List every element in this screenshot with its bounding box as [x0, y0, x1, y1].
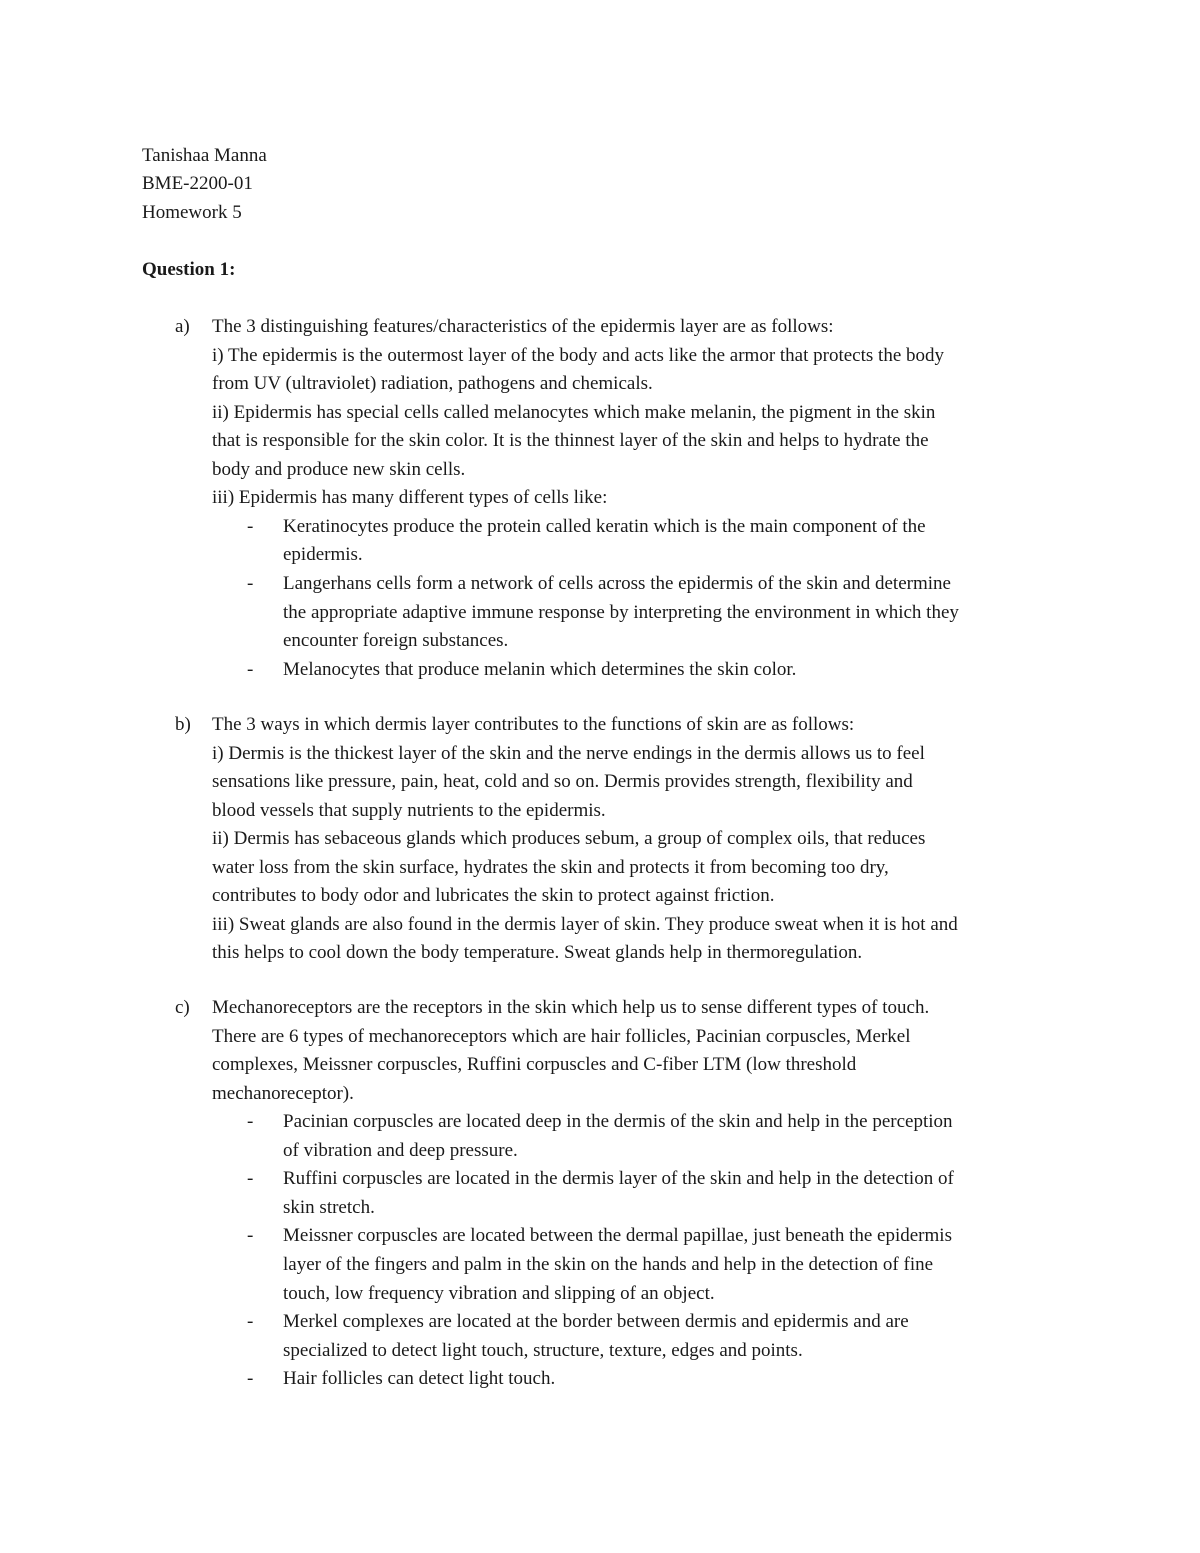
bullet-item-line: skin stretch. [283, 1196, 375, 1218]
bullet-item-line: Meissner corpuscles are located between the dermal papillae, just beneath the epidermis [283, 1225, 952, 1247]
part-a-text-line: ii) Epidermis has special cells called melanocytes which make melanin, the pigment in the skin [212, 401, 936, 423]
part-c-marker: c) [175, 997, 190, 1018]
bullet-dash: - [247, 1311, 254, 1333]
bullet-item-line: Hair follicles can detect light touch. [283, 1368, 556, 1390]
part-b-text-line: ii) Dermis has sebaceous glands which produces sebum, a group of complex oils, that reduces [212, 828, 926, 850]
part-a-text-line: that is responsible for the skin color. It is the thinnest layer of the skin and helps to hydrate the [212, 430, 929, 452]
part-b-text-line: this helps to cool down the body temperature. Sweat glands help in thermoregulation. [212, 942, 863, 964]
bullet-item-line: of vibration and deep pressure. [283, 1139, 518, 1161]
part-a-text-line: iii) Epidermis has many different types of cells like: [212, 487, 608, 509]
bullet-item-line: touch, low frequency vibration and slipping of an object. [283, 1282, 715, 1304]
part-b-text-line: The 3 ways in which dermis layer contributes to the functions of skin are as follows: [212, 714, 855, 735]
part-c-text-line: mechanoreceptor). [212, 1082, 354, 1104]
part-a-text-line: from UV (ultraviolet) radiation, pathogens and chemicals. [212, 373, 653, 395]
bullet-item-line: epidermis. [283, 544, 363, 566]
part-b-text-line: water loss from the skin surface, hydrates the skin and protects it from becoming too dry, [212, 856, 889, 878]
bullet-item-line: Ruffini corpuscles are located in the dermis layer of the skin and help in the detection of [283, 1168, 954, 1190]
part-a-text-line: body and produce new skin cells. [212, 458, 466, 480]
part-a-text-line: The 3 distinguishing features/characteristics of the epidermis layer are as follows: [212, 316, 834, 337]
part-b-text-line: i) Dermis is the thickest layer of the skin and the nerve endings in the dermis allows us to feel [212, 742, 925, 764]
bullet-item-line: the appropriate adaptive immune response by interpreting the environment in which they [283, 601, 959, 623]
bullet-dash: - [247, 658, 254, 680]
part-b-text-line: contributes to body odor and lubricates the skin to protect against friction. [212, 885, 775, 907]
bullet-dash: - [247, 515, 254, 537]
bullet-item-line: Melanocytes that produce melanin which determines the skin color. [283, 658, 797, 680]
question-heading: Question 1: [142, 259, 236, 280]
part-b-marker: b) [175, 714, 191, 735]
assignment-title: Homework 5 [142, 202, 242, 223]
bullet-item-line: encounter foreign substances. [283, 630, 509, 652]
part-a-marker: a) [175, 316, 190, 337]
bullet-item-line: Keratinocytes produce the protein called keratin which is the main component of the [283, 515, 926, 537]
part-b-text-line: sensations like pressure, pain, heat, cold and so on. Dermis provides strength, flexibility and [212, 771, 913, 793]
bullet-item-line: Merkel complexes are located at the border between dermis and epidermis and are [283, 1311, 909, 1333]
bullet-item-line: layer of the fingers and palm in the skin on the hands and help in the detection of fine [283, 1253, 934, 1275]
part-b-text-line: blood vessels that supply nutrients to the epidermis. [212, 799, 606, 821]
bullet-dash: - [247, 1168, 254, 1190]
author-name: Tanishaa Manna [142, 145, 267, 166]
part-c-text-line: complexes, Meissner corpuscles, Ruffini corpuscles and C-fiber LTM (low threshold [212, 1054, 857, 1076]
bullet-item-line: Langerhans cells form a network of cells across the epidermis of the skin and determine [283, 572, 951, 594]
part-b-text-line: iii) Sweat glands are also found in the dermis layer of skin. They produce sweat when it is hot and [212, 913, 958, 935]
bullet-item-line: specialized to detect light touch, structure, texture, edges and points. [283, 1339, 803, 1361]
bullet-dash: - [247, 1225, 254, 1247]
bullet-dash: - [247, 572, 254, 594]
bullet-item-line: Pacinian corpuscles are located deep in the dermis of the skin and help in the perception [283, 1111, 953, 1133]
part-c-text-line: There are 6 types of mechanoreceptors which are hair follicles, Pacinian corpuscles, Merkel [212, 1025, 911, 1047]
bullet-dash: - [247, 1368, 254, 1390]
course-code: BME-2200-01 [142, 173, 253, 194]
part-c-text-line: Mechanoreceptors are the receptors in the skin which help us to sense different types of touch. [212, 997, 930, 1018]
part-a-text-line: i) The epidermis is the outermost layer of the body and acts like the armor that protects the body [212, 344, 945, 366]
bullet-dash: - [247, 1111, 254, 1133]
